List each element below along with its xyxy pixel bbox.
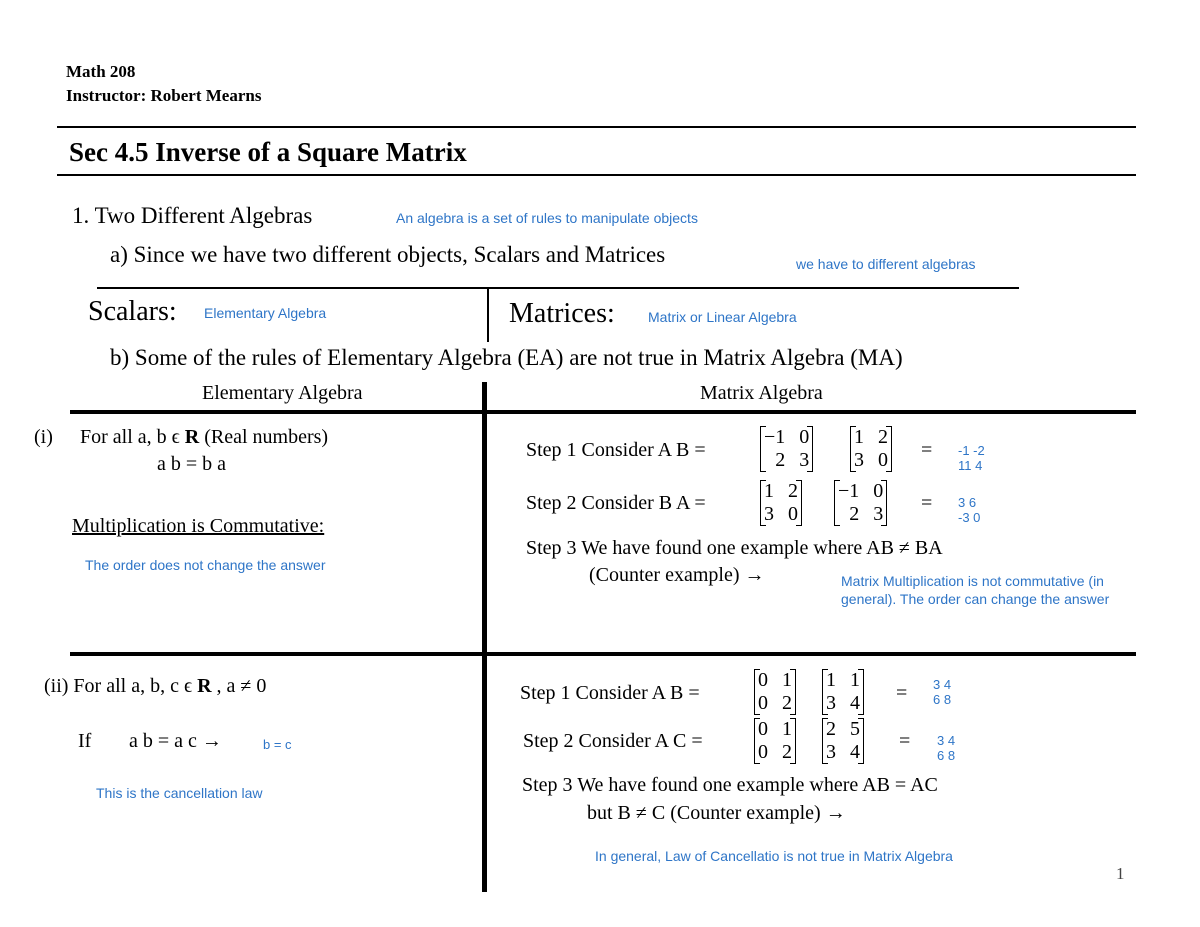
row-ii-step2-label: Step 2 Consider A C = [523,730,703,752]
scalars-label: Scalars: [88,296,177,327]
row-i-reals-symbol: R [184,426,200,448]
row-i-step3: Step 3 We have found one example where AB ≠ BA [526,537,943,559]
row-ii-if-note: b = c [263,737,292,752]
row-ii-step1-label: Step 1 Consider A B = [520,682,700,704]
row-ii-statement-post: , a ≠ 0 [211,675,267,697]
matrices-note: Matrix or Linear Algebra [648,309,797,325]
row-ii-right-note: In general, Law of Cancellatio is not true in Matrix Algebra [595,848,953,864]
row-i-step2-matrix-a: −1 0 2 3 [834,480,887,526]
row-ii-step1-answer: 3 4 6 8 [933,677,952,707]
row-i-statement [80,426,328,449]
row-ii-if-label: If [78,730,92,752]
row-ii-if-equation: a b = a c → [129,730,222,752]
handwritten-note-algebra: An algebra is a set of rules to manipulate objects [396,210,698,226]
course-name: Math 208 [66,62,136,81]
row-i-counter: (Counter example) → [589,564,765,586]
row-ii-note: This is the cancellation law [96,785,263,801]
row-i-step1-equals: = [921,439,933,461]
table-header-rule [70,410,1136,414]
row-ii-step1-matrix-a: 0 1 0 2 [754,669,796,715]
row-ii-step1-matrix-b: 1 1 3 4 [822,669,864,715]
row-ii-step2-matrix-c: 2 5 3 4 [822,718,864,764]
row-i-step2-matrix-b: 1 2 3 0 [760,480,802,526]
row-ii-step3b: but B ≠ C (Counter example) → [587,802,846,824]
part-b-text: b) Some of the rules of Elementary Algebra (EA) are not true in Matrix Algebra (MA) [110,345,903,370]
part-a-text: a) Since we have two different objects, Scalars and Matrices [110,242,666,267]
table-center-divider [482,382,487,892]
instructor-name: Instructor: Robert Mearns [66,86,262,105]
table-row-rule [70,652,1136,656]
scalars-note: Elementary Algebra [204,305,327,321]
col-header-elementary: Elementary Algebra [202,382,363,404]
row-i-note: The order does not change the answer [85,557,326,573]
row-i-step1-matrix-a: −1 0 2 3 [760,426,813,472]
row-i-number: (i) [34,426,53,448]
row-ii-reals-symbol: R [197,675,212,697]
section-heading: 1. Two Different Algebras [72,203,313,228]
row-ii-step1-equals: = [896,682,908,704]
scalar-matrix-divider [487,289,489,342]
page-number: 1 [1116,864,1125,883]
row-ii-step3: Step 3 We have found one example where AB = AC [522,774,938,796]
row-i-property: Multiplication is Commutative: [72,515,325,537]
row-ii-statement [44,675,266,698]
row-i-equation: a b = b a [157,453,227,475]
row-ii-statement-pre: (ii) For all a, b, c ϵ [44,675,198,697]
page-title: Sec 4.5 Inverse of a Square Matrix [69,137,467,167]
title-bottom-rule [57,174,1136,176]
row-i-step1-matrix-b: 1 2 3 0 [850,426,892,472]
row-ii-step2-matrix-a: 0 1 0 2 [754,718,796,764]
title-top-rule [57,126,1136,128]
row-i-right-note: Matrix Multiplication is not commutative (in general). The order can change the answer [841,573,1110,607]
row-i-step1-label: Step 1 Consider A B = [526,439,706,461]
col-header-matrix: Matrix Algebra [700,382,823,404]
row-i-statement-post: (Real numbers) [199,426,329,448]
row-i-step2-equals: = [921,492,933,514]
row-i-step2-answer: 3 6 -3 0 [958,495,981,525]
row-ii-step2-equals: = [899,730,911,752]
row-i-step2-label: Step 2 Consider B A = [526,492,706,514]
scalar-matrix-top-rule [97,287,1019,289]
handwritten-note-a: we have to different algebras [796,256,976,272]
row-i-statement-pre: For all a, b ϵ [80,426,185,448]
matrices-label: Matrices: [509,298,615,329]
row-ii-step2-answer: 3 4 6 8 [937,733,956,763]
row-i-step1-answer: -1 -2 11 4 [958,443,985,473]
